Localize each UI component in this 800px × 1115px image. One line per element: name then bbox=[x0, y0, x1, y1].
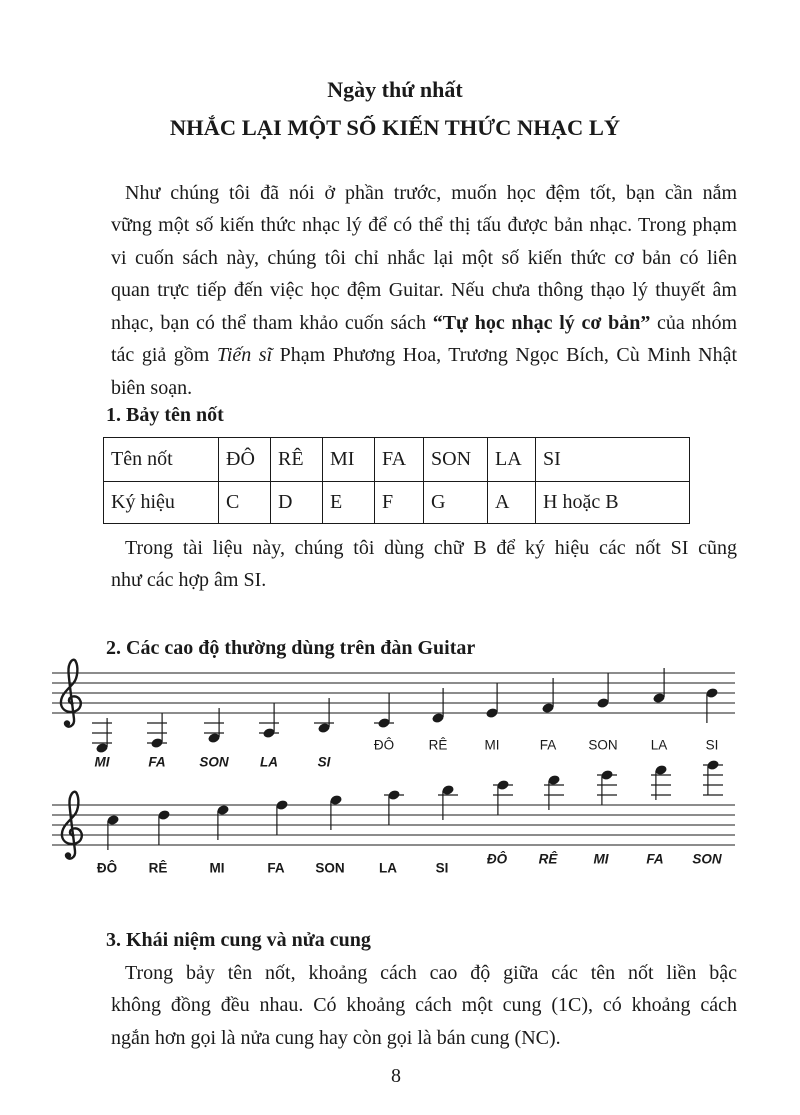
note-label: FA bbox=[539, 737, 557, 753]
symbol-row bbox=[104, 482, 690, 524]
note-label: MI bbox=[593, 851, 609, 867]
note-label: ĐÔ bbox=[373, 737, 395, 753]
table-cell: H hoặc B bbox=[536, 482, 690, 524]
row-header-cell: Ký hiệu bbox=[104, 482, 219, 524]
text-segment: tác giả gồm bbox=[111, 344, 217, 366]
note-label: FA bbox=[148, 754, 166, 770]
section-heading: 2. Các cao độ thường dùng trên đàn Guitar bbox=[106, 637, 476, 659]
day-title: Ngày thứ nhất bbox=[327, 77, 463, 102]
note-label: RÊ bbox=[538, 851, 558, 867]
table-cell: FA bbox=[375, 438, 424, 482]
table-cell: A bbox=[488, 482, 536, 524]
table-cell: SON bbox=[424, 438, 488, 482]
clef-ball bbox=[64, 720, 70, 726]
note-label: SON bbox=[692, 851, 722, 867]
note-label: ĐÔ bbox=[96, 860, 118, 876]
note-label: RÊ bbox=[428, 737, 448, 753]
table-cell: F bbox=[375, 482, 424, 524]
paragraph-line: Trong bảy tên nốt, khoảng cách cao độ giữa các tên nốt liền bậc bbox=[125, 962, 737, 984]
paragraph-line: biên soạn. bbox=[111, 377, 193, 399]
staff bbox=[52, 759, 735, 859]
note-label: SON bbox=[199, 754, 229, 770]
note bbox=[157, 809, 170, 845]
paragraph-line: không đồng đều nhau. Có khoảng cách một cung (1C), có khoảng cách bbox=[111, 994, 737, 1016]
paragraph-line: Như chúng tôi đã nói ở phần trước, muốn học đệm tốt, bạn cần nắm bbox=[125, 182, 737, 204]
table-cell: E bbox=[323, 482, 375, 524]
note-label: SI bbox=[317, 754, 331, 770]
paragraph-line: Trong tài liệu này, chúng tôi dùng chữ B để ký hiệu các nốt SI cũng bbox=[125, 537, 737, 559]
paragraph-line: vững một số kiến thức nhạc lý để có thể thị tấu được bản nhạc. Trong phạm bbox=[111, 214, 737, 236]
note-names-table bbox=[103, 437, 690, 524]
note-label: LA bbox=[379, 860, 397, 876]
note bbox=[147, 713, 167, 749]
paragraph-line bbox=[111, 339, 737, 371]
note-label: MI bbox=[209, 860, 225, 876]
page-number: 8 bbox=[391, 1065, 401, 1087]
note bbox=[259, 703, 279, 739]
book-title: “Tự học nhạc lý cơ bản” bbox=[432, 312, 651, 334]
text-segment: Phạm Phương Hoa, Trương Ngọc Bích, Cù Minh Nhật bbox=[272, 344, 738, 366]
note-label: SI bbox=[435, 860, 449, 876]
note-label: RÊ bbox=[148, 860, 168, 876]
note-label: MI bbox=[484, 737, 500, 753]
note bbox=[651, 764, 671, 800]
paragraph-line: vi cuốn sách này, chúng tôi chỉ nhắc lại một số kiến thức cơ bản có liên bbox=[111, 247, 737, 269]
note-label: FA bbox=[646, 851, 664, 867]
paragraph-line: quan trực tiếp đến việc học đệm Guitar. Nếu chưa thông thạo lý thuyết âm bbox=[111, 279, 737, 301]
table-cell: D bbox=[271, 482, 323, 524]
note bbox=[597, 769, 617, 805]
note bbox=[275, 799, 288, 835]
note-label: SON bbox=[588, 737, 618, 753]
text-segment: nhạc, bạn có thể tham khảo cuốn sách bbox=[111, 312, 433, 334]
table-cell: ĐÔ bbox=[219, 438, 271, 482]
note bbox=[596, 673, 609, 709]
table-cell: G bbox=[424, 482, 488, 524]
note-label: SON bbox=[315, 860, 345, 876]
table-cell: LA bbox=[488, 438, 536, 482]
note bbox=[92, 718, 112, 754]
music-staff-figure bbox=[0, 640, 800, 890]
note-name-row bbox=[104, 438, 690, 482]
note bbox=[703, 759, 723, 795]
clef-ball bbox=[65, 852, 71, 858]
note bbox=[374, 693, 394, 729]
table-cell: RÊ bbox=[271, 438, 323, 482]
table-cell: MI bbox=[323, 438, 375, 482]
note bbox=[705, 687, 718, 723]
note-label: ĐÔ bbox=[486, 851, 508, 867]
note-label: FA bbox=[267, 860, 285, 876]
row-header-cell: Tên nốt bbox=[104, 438, 219, 482]
note-label: LA bbox=[650, 737, 668, 753]
section-heading: 3. Khái niệm cung và nửa cung bbox=[106, 929, 371, 951]
note-label: SI bbox=[705, 737, 719, 753]
note bbox=[384, 789, 404, 825]
note-label: LA bbox=[260, 754, 278, 770]
section-heading: 1. Bảy tên nốt bbox=[106, 404, 224, 426]
table-cell: C bbox=[219, 482, 271, 524]
note bbox=[493, 779, 513, 815]
text-segment: của nhóm bbox=[650, 312, 738, 334]
table-cell: SI bbox=[536, 438, 690, 482]
note-label: MI bbox=[94, 754, 110, 770]
note bbox=[485, 683, 498, 719]
paragraph-line: ngắn hơn gọi là nửa cung hay còn gọi là bán cung (NC). bbox=[111, 1027, 561, 1049]
academic-title: Tiến sĩ bbox=[216, 344, 273, 366]
paragraph-line bbox=[111, 307, 737, 339]
paragraph-line: như các hợp âm SI. bbox=[111, 569, 267, 591]
chapter-title: NHẮC LẠI MỘT SỐ KIẾN THỨC NHẠC LÝ bbox=[169, 115, 621, 140]
